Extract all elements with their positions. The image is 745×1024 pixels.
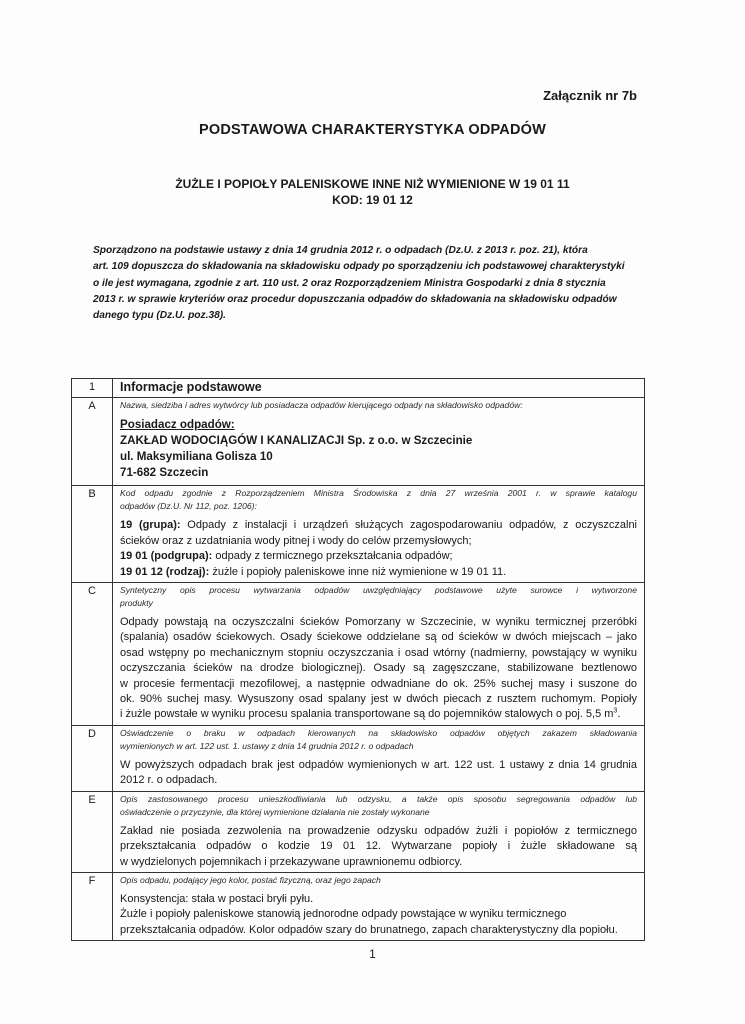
desc-line: produkty [120, 598, 153, 609]
text-line: w wydzielonych pojemnikach i przekazywane uprawnionemu odbiorcy. [120, 855, 463, 868]
text-line: ok. 90% suchej masy. Wysuszony osad spalany jest w dwóch piecach z rusztem ruchomym. Popioły [120, 693, 637, 706]
intro-line: o ile jest wymagana, zgodnie z art. 110 ust. 2 oraz Rozporządzeniem Ministra Gospodarki z dnia 8 stycznia [93, 277, 606, 289]
intro-line: danego typu (Dz.U. poz.38). [93, 310, 227, 322]
intro-line: 2013 r. w sprawie kryteriów oraz procedur dopuszczania odpadów do składowania na składowisku odpadów [93, 293, 617, 305]
code-line: ścieków oraz z uzdatniania wody pitnej i wody do celów przemysłowych; [120, 534, 472, 547]
text-line: w procesie fermentacji mezofilowej, a następnie odwadniane do ok. 25% suchej masy i suszone do [120, 677, 637, 690]
desc-line: Syntetyczny opis procesu wytwarzania odpadów uwzględniający podstawowe użyte surowce i wytworzone [120, 585, 637, 596]
table-row [72, 791, 645, 872]
text-line: osad wstępny po mechanicznym stopniu oczyszczania i osad wtórny (nadmierny, powstający w wyniku [120, 646, 637, 659]
text-line: przekształcania odpadów o kodzie 19 01 12. Wytwarzane popioły i żużle składowane są [120, 840, 637, 853]
text-line: Konsystencja: stała w postaci bryłi pyłu. [120, 892, 314, 905]
row-content [113, 486, 645, 583]
row-letter: C [72, 583, 113, 726]
row-description: Nazwa, siedziba i adres wytwórcy lub posiadacza odpadów kierującego odpady na składowisko odpadów: [120, 400, 523, 411]
row-number: 1 [72, 379, 113, 398]
waste-description-text [120, 892, 637, 938]
desc-line: Kod odpadu zgodnie z Rozporządzeniem Ministra Środowiska z dnia 27 września 2001 r. w sprawie katalogu [120, 488, 637, 499]
legal-basis-paragraph [93, 243, 645, 324]
desc-line: Opis zastosowanego procesu unieszkodliwiania lub odzysku, a także opis sposobu segregowania odpadów lub [120, 793, 637, 804]
declaration-text [120, 758, 637, 789]
row-letter: B [72, 486, 113, 583]
waste-code-classification [120, 518, 637, 580]
code-line: 19 01 12 (rodzaj): żużle i popioły paleniskowe inne niż wymienione w 19 01 11. [120, 565, 507, 578]
row-letter: F [72, 872, 113, 940]
text-line: W powyższych odpadach brak jest odpadów wymienionych w art. 122 ust. 1 ustawy z dnia 14 grudnia [120, 758, 637, 771]
document-title: PODSTAWOWA CHARAKTERYSTYKA ODPADÓW [198, 122, 546, 138]
row-letter: A [72, 398, 113, 486]
recovery-text [120, 824, 637, 870]
waste-name: ŻUŻLE I POPIOŁY PALENISKOWE INNE NIŻ WYMIENIONE W 19 01 11 [175, 177, 570, 191]
desc-line: wymienionych w art. 122 ust. 1. ustawy z dnia 14 grudnia 2012 r. o odpadach [120, 740, 414, 751]
row-content [113, 872, 645, 940]
row-description [120, 487, 637, 513]
code-line: 19 01 (podgrupa): odpady z termicznego przekształcania odpadów; [120, 550, 453, 563]
section-header: Informacje podstawowe [113, 379, 645, 398]
row-description [120, 727, 637, 753]
holder-label: Posiadacz odpadów: [120, 418, 235, 432]
process-description [120, 615, 637, 723]
text-line: i żużle powstałe w wyniku procesu spalania transportowane są do pojemników stalowych o poj. 5,5 $m^3$. [120, 707, 621, 721]
row-description [120, 793, 637, 819]
row-description [120, 584, 637, 610]
characteristics-table [71, 378, 645, 941]
annex-label: Załącznik nr 7b [543, 88, 637, 103]
row-description: Opis odpadu, podający jego kolor, postać fizyczną, oraz jego zapach [120, 874, 381, 885]
row-content [113, 398, 645, 486]
text-line: Odpady powstają na oczyszczalni ścieków Pomorzany w Szczecinie, w wyniku termicznej przeróbki [120, 616, 637, 629]
text-line: oczyszczania ścieków na drodze biologicznej). Osady są zagęszczane, stabilizowane beztlenowo [120, 662, 637, 675]
desc-line: odpadów (Dz.U. Nr 112, poz. 1206): [120, 501, 257, 512]
document-subtitle [0, 176, 745, 208]
row-letter: D [72, 725, 113, 791]
row-letter: E [72, 791, 113, 872]
table-row [72, 725, 645, 791]
desc-line: oświadczenie o przyczynie, dla której wymienione działania nie zostały wykonane [120, 806, 430, 817]
table-row [72, 398, 645, 486]
waste-holder [120, 417, 637, 481]
intro-line: art. 109 dopuszcza do składowania na składowisku odpady po sporządzeniu ich podstawowej charakterystyki [93, 261, 625, 273]
holder-city: 71-682 Szczecin [120, 466, 209, 480]
desc-line: Oświadczenie o braku w odpadach kierowanych na składowisko odpadów objętych zakazem składowania [120, 727, 637, 738]
row-content [113, 791, 645, 872]
text-line: Zakład nie posiada zezwolenia na prowadzenie odzysku odpadów żużli i popiołów z termicznego [120, 824, 637, 837]
holder-street: ul. Maksymiliana Golisza 10 [120, 450, 273, 464]
table-row [72, 872, 645, 940]
table-row [72, 583, 645, 726]
intro-line: Sporządzono na podstawie ustawy z dnia 14 grudnia 2012 r. o odpadach (Dz.U. z 2013 r. poz. 21), która [93, 245, 588, 256]
page-number: 1 [369, 947, 376, 961]
code-line: 19 (grupa): Odpady z instalacji i urządzeń służących zagospodarowaniu odpadów, z oczyszczalni [120, 519, 637, 532]
text-line: Żużle i popioły paleniskowe stanowią jednorodne odpady powstające w wyniku termicznego [120, 908, 567, 921]
waste-code: KOD: 19 01 12 [332, 193, 413, 207]
text-line: (spalania) osadów ściekowych. Osady ściekowe oddzielane są od ścieków w dwóch miejscach – jako [120, 631, 637, 644]
text-line: 2012 r. o odpadach. [120, 774, 218, 787]
row-content [113, 583, 645, 726]
text-line: przekształcania odpadów. Kolor odpadów szary do brunatnego, zapach charakterystyczny dla popiołu. [120, 923, 618, 936]
row-content [113, 725, 645, 791]
holder-name: ZAKŁAD WODOCIĄGÓW I KANALIZACJI Sp. z o.o. w Szczecinie [120, 434, 473, 448]
table-row [72, 486, 645, 583]
table-row [72, 379, 645, 398]
